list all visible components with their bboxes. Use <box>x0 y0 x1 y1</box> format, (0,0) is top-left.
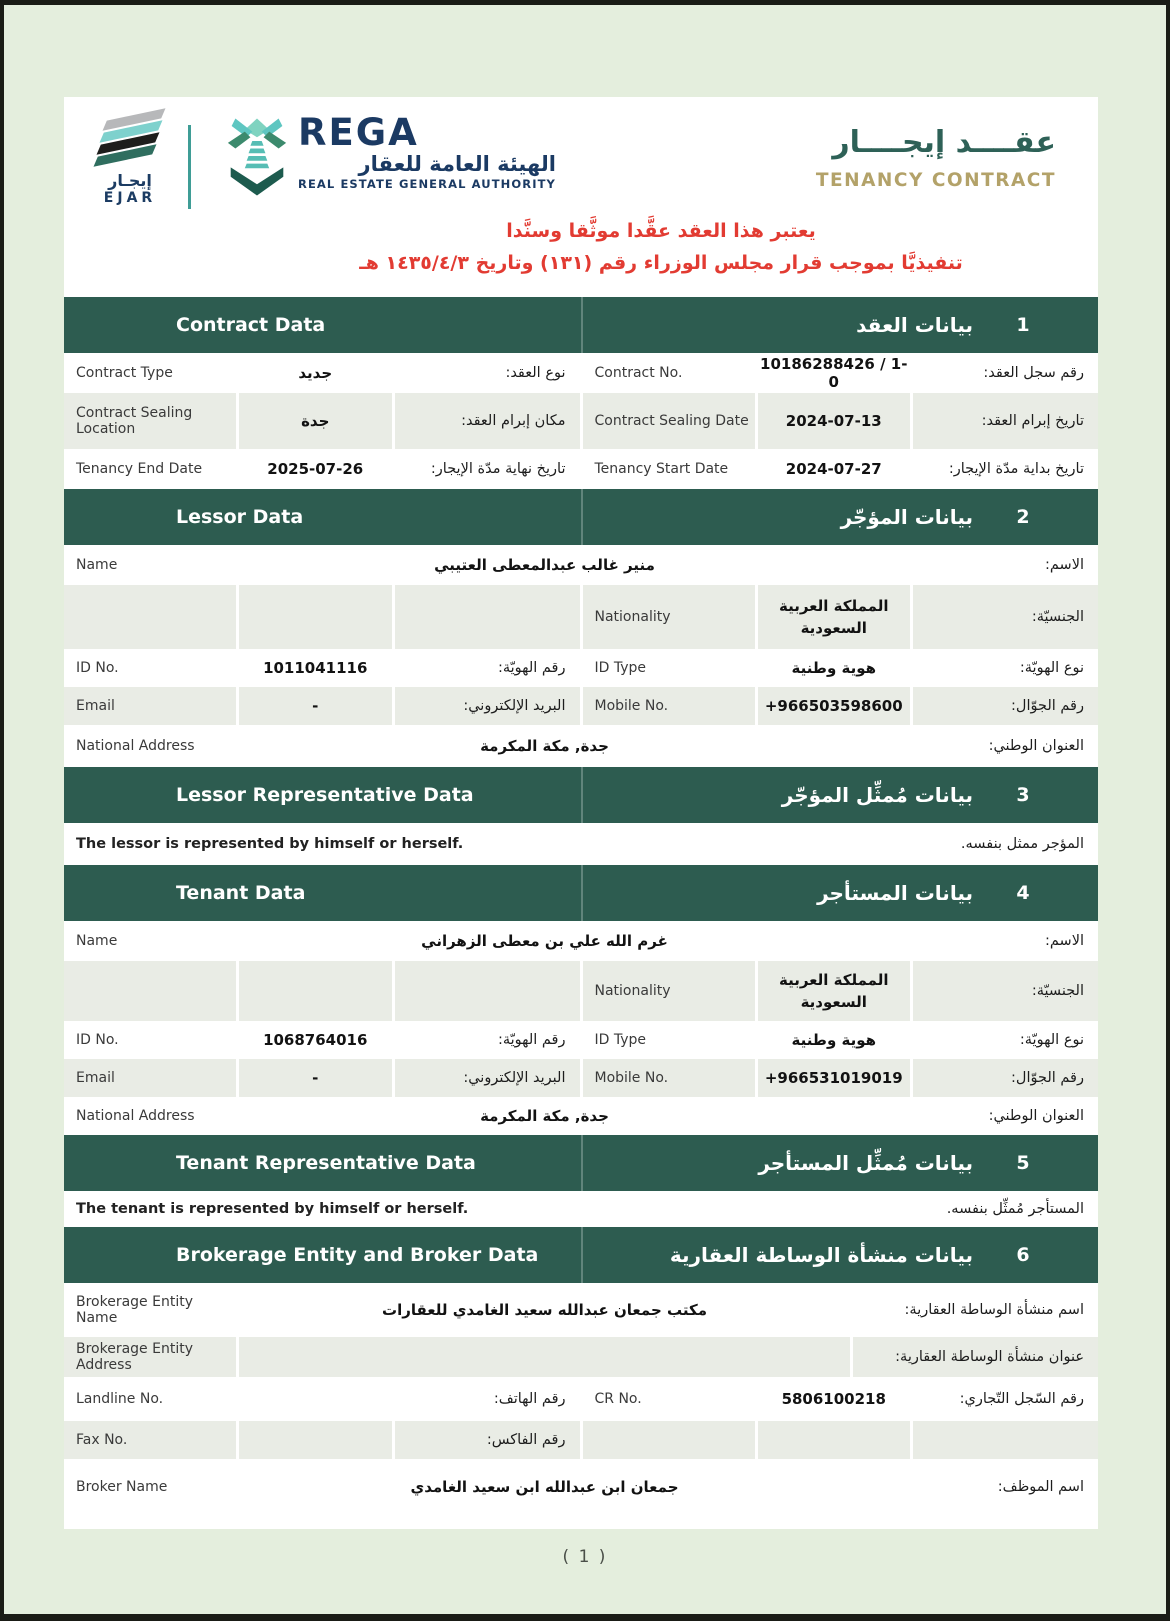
rega-arabic-name: الهيئة العامة للعقار <box>358 152 556 176</box>
cr-no-value: 5806100218 <box>758 1377 911 1421</box>
landline-label-ar: رقم الهاتف: <box>395 1377 580 1421</box>
section-title-en: Lessor Representative Data <box>176 784 474 806</box>
sealing-location-label-ar: مكان إبرام العقد: <box>395 393 580 449</box>
section-title-ar: بيانات المؤجّر <box>840 505 973 529</box>
end-date-value: 2025-07-26 <box>239 449 392 489</box>
section-title-en: Tenant Data <box>176 882 306 904</box>
half-sealing-location <box>64 393 580 449</box>
half-fax <box>64 1421 580 1459</box>
lessor-nationality-label-en: Nationality <box>583 585 755 649</box>
ejar-logo <box>88 115 172 206</box>
row-tenancy-dates <box>64 449 1098 489</box>
header-divider <box>581 865 583 921</box>
half-lessor-mobile <box>583 687 1099 725</box>
tenant-id-no-label-en: ID No. <box>64 1021 236 1059</box>
contract-document <box>64 97 1098 1529</box>
brokerage-entity-address-value <box>239 1337 850 1377</box>
section-header-lessor-rep <box>64 767 1098 823</box>
half-empty <box>64 585 580 649</box>
sealing-location-label-en: Contract Sealing Location <box>64 393 236 449</box>
half-landline <box>64 1377 580 1421</box>
tenant-name-label-en: Name <box>64 921 236 961</box>
tenant-name-label-ar: الاسم: <box>853 921 1098 961</box>
header-divider <box>581 1227 583 1283</box>
tenant-mobile-label-ar: رقم الجوّال: <box>913 1059 1098 1097</box>
row-lessor-contact <box>64 687 1098 725</box>
lessor-mobile-label-en: Mobile No. <box>583 687 755 725</box>
start-date-label-ar: تاريخ بداية مدّة الإيجار: <box>913 449 1098 489</box>
header-divider <box>581 1135 583 1191</box>
ejar-logo-arabic: إيجـار <box>108 171 152 190</box>
ejar-logo-latin: EJAR <box>103 190 157 206</box>
row-contract-no-type <box>64 353 1098 393</box>
lessor-id-type-value: هوية وطنية <box>758 649 911 687</box>
cr-no-label-en: CR No. <box>583 1377 755 1421</box>
tenant-nationality-label-en: Nationality <box>583 961 755 1021</box>
half-tenant-id-no <box>64 1021 580 1059</box>
lessor-email-label-ar: البريد الإلكتروني: <box>395 687 580 725</box>
half-tenant-email <box>64 1059 580 1097</box>
row-broker-name <box>64 1459 1098 1515</box>
row-lessor-nationality <box>64 585 1098 649</box>
contract-type-label-ar: نوع العقد: <box>395 353 580 393</box>
row-tenant-contact <box>64 1059 1098 1097</box>
tenant-email-value: - <box>239 1059 392 1097</box>
half-start-date <box>583 449 1099 489</box>
tenant-rep-note-en: The tenant is represented by himself or herself. <box>64 1191 468 1227</box>
fax-label-en: Fax No. <box>64 1421 236 1459</box>
lessor-name-label-ar: الاسم: <box>853 545 1098 585</box>
document-title-english: TENANCY CONTRACT <box>815 170 1056 191</box>
landline-label-en: Landline No. <box>64 1377 236 1421</box>
contract-no-label-en: Contract No. <box>583 353 755 393</box>
section-title-en: Tenant Representative Data <box>176 1152 476 1174</box>
tenant-address-label-en: National Address <box>64 1097 236 1135</box>
tenant-email-label-ar: البريد الإلكتروني: <box>395 1059 580 1097</box>
half-contract-type <box>64 353 580 393</box>
section-number: 3 <box>1016 784 1030 806</box>
lessor-nationality-label-ar: الجنسيّة: <box>913 585 1098 649</box>
row-tenant-address <box>64 1097 1098 1135</box>
half-cr-no <box>583 1377 1099 1421</box>
tenant-id-type-value: هوية وطنية <box>758 1021 911 1059</box>
brokerage-entity-address-label-ar: عنوان منشأة الوساطة العقارية: <box>853 1337 1098 1377</box>
half-contract-no <box>583 353 1099 393</box>
rega-wordmark: REGA <box>298 111 419 154</box>
tenant-nationality-label-ar: الجنسيّة: <box>913 961 1098 1021</box>
section-title-ar: بيانات مُمثِّل المستأجر <box>758 1151 973 1175</box>
lessor-id-no-label-ar: رقم الهويّة: <box>395 649 580 687</box>
header-divider <box>581 489 583 545</box>
section-number: 1 <box>1016 314 1030 336</box>
lessor-email-label-en: Email <box>64 687 236 725</box>
legal-notice-line1: يعتبر هذا العقد عقَّدا موثَّقا وسنَّدا <box>506 220 816 242</box>
lessor-id-no-value: 1011041116 <box>239 649 392 687</box>
end-date-label-ar: تاريخ نهاية مدّة الإيجار: <box>395 449 580 489</box>
start-date-label-en: Tenancy Start Date <box>583 449 755 489</box>
section-title-ar: بيانات مُمثِّل المؤجّر <box>781 783 973 807</box>
lessor-nationality-value: المملكة العربية السعودية <box>758 585 911 649</box>
row-lessor-name <box>64 545 1098 585</box>
broker-name-label-ar: اسم الموظف: <box>853 1459 1098 1515</box>
section-title-en: Lessor Data <box>176 506 304 528</box>
ejar-stripes-icon <box>95 115 165 165</box>
document-header <box>64 97 1098 215</box>
section-number: 6 <box>1016 1244 1030 1266</box>
page-number: ( 1 ) <box>562 1547 608 1567</box>
half-lessor-nationality <box>583 585 1099 649</box>
row-tenant-name <box>64 921 1098 961</box>
row-tenant-id <box>64 1021 1098 1059</box>
section-header-tenant-rep <box>64 1135 1098 1191</box>
tenant-id-no-label-ar: رقم الهويّة: <box>395 1021 580 1059</box>
tenant-address-value: جدة, مكة المكرمة <box>239 1097 850 1135</box>
half-empty <box>583 1421 1099 1459</box>
palm-tree-icon <box>226 115 288 199</box>
legal-notice <box>64 215 1098 279</box>
section-title-ar: بيانات منشأة الوساطة العقارية <box>669 1243 973 1267</box>
page-background <box>4 5 1166 1614</box>
row-tenant-rep-note <box>64 1191 1098 1227</box>
tenant-mobile-value: +966531019019 <box>758 1059 911 1097</box>
rega-logo-text <box>298 111 556 191</box>
header-divider <box>581 297 583 353</box>
section-number: 5 <box>1016 1152 1030 1174</box>
section-title-ar: بيانات العقد <box>856 313 973 337</box>
half-lessor-id-no <box>64 649 580 687</box>
row-sealing <box>64 393 1098 449</box>
section-header-brokerage <box>64 1227 1098 1283</box>
header-divider <box>581 767 583 823</box>
sealing-location-value: جدة <box>239 393 392 449</box>
half-tenant-id-type <box>583 1021 1099 1059</box>
lessor-address-label-en: National Address <box>64 725 236 767</box>
lessor-email-value: - <box>239 687 392 725</box>
lessor-mobile-label-ar: رقم الجوّال: <box>913 687 1098 725</box>
fax-label-ar: رقم الفاكس: <box>395 1421 580 1459</box>
half-lessor-email <box>64 687 580 725</box>
brokerage-entity-name-value: مكتب جمعان عبدالله سعيد الغامدي للعقارات <box>239 1283 850 1337</box>
section-title-en: Brokerage Entity and Broker Data <box>176 1244 539 1266</box>
end-date-label-en: Tenancy End Date <box>64 449 236 489</box>
brokerage-entity-address-label-en: Brokerage Entity Address <box>64 1337 236 1377</box>
row-brokerage-entity-name <box>64 1283 1098 1337</box>
half-tenant-nationality <box>583 961 1099 1021</box>
row-tenant-nationality <box>64 961 1098 1021</box>
row-lessor-rep-note <box>64 823 1098 865</box>
contract-no-label-ar: رقم سجل العقد: <box>913 353 1098 393</box>
tenant-id-type-label-ar: نوع الهويّة: <box>913 1021 1098 1059</box>
section-header-tenant-data <box>64 865 1098 921</box>
row-brokerage-entity-address <box>64 1337 1098 1377</box>
start-date-value: 2024-07-27 <box>758 449 911 489</box>
brokerage-entity-name-label-en: Brokerage Entity Name <box>64 1283 236 1337</box>
brokerage-entity-name-label-ar: اسم منشأة الوساطة العقارية: <box>853 1283 1098 1337</box>
contract-no-value: 10186288426 / 1-0 <box>758 353 911 393</box>
document-title-arabic: عقــــد إيجــــار <box>832 125 1056 160</box>
tenant-id-type-label-en: ID Type <box>583 1021 755 1059</box>
cr-no-label-ar: رقم السّجل التّجاري: <box>913 1377 1098 1421</box>
lessor-id-type-label-en: ID Type <box>583 649 755 687</box>
lessor-rep-note-ar: المؤجر ممثل بنفسه. <box>466 823 1098 865</box>
tenant-email-label-en: Email <box>64 1059 236 1097</box>
row-cr-landline <box>64 1377 1098 1421</box>
lessor-id-type-label-ar: نوع الهويّة: <box>913 649 1098 687</box>
section-title-ar: بيانات المستأجر <box>817 881 973 905</box>
section-title-en: Contract Data <box>176 314 326 336</box>
row-lessor-id <box>64 649 1098 687</box>
section-number: 4 <box>1016 882 1030 904</box>
sealing-date-label-en: Contract Sealing Date <box>583 393 755 449</box>
sealing-date-value: 2024-07-13 <box>758 393 911 449</box>
lessor-name-label-en: Name <box>64 545 236 585</box>
lessor-mobile-value: +966503598600 <box>758 687 911 725</box>
row-fax <box>64 1421 1098 1459</box>
tenant-name-value: غرم الله علي بن معطى الزهراني <box>239 921 850 961</box>
half-end-date <box>64 449 580 489</box>
broker-name-value: جمعان ابن عبدالله ابن سعيد الغامدي <box>239 1459 850 1515</box>
rega-english-name: REAL ESTATE GENERAL AUTHORITY <box>298 177 556 191</box>
sealing-date-label-ar: تاريخ إبرام العقد: <box>913 393 1098 449</box>
half-empty <box>64 961 580 1021</box>
half-lessor-id-type <box>583 649 1099 687</box>
section-header-contract-data <box>64 297 1098 353</box>
lessor-address-value: جدة, مكة المكرمة <box>239 725 850 767</box>
lessor-id-no-label-en: ID No. <box>64 649 236 687</box>
tenant-rep-note-ar: المستأجر مُمثِّل بنفسه. <box>471 1191 1098 1227</box>
contract-type-label-en: Contract Type <box>64 353 236 393</box>
document-title-block <box>816 125 1056 191</box>
row-lessor-address <box>64 725 1098 767</box>
lessor-rep-note-en: The lessor is represented by himself or herself. <box>64 823 463 865</box>
logo-divider <box>188 125 191 209</box>
legal-notice-line2: تنفيذيَّا بموجب قرار مجلس الوزراء رقم (١٣١) وتاريخ ١٤٣٥/٤/٣ هـ <box>359 252 963 274</box>
tenant-id-no-value: 1068764016 <box>239 1021 392 1059</box>
fax-value <box>239 1421 392 1459</box>
tenant-address-label-ar: العنوان الوطني: <box>853 1097 1098 1135</box>
half-tenant-mobile <box>583 1059 1099 1097</box>
lessor-address-label-ar: العنوان الوطني: <box>853 725 1098 767</box>
section-number: 2 <box>1016 506 1030 528</box>
tenant-mobile-label-en: Mobile No. <box>583 1059 755 1097</box>
half-sealing-date <box>583 393 1099 449</box>
contract-type-value: جديد <box>239 353 392 393</box>
landline-value <box>239 1377 392 1421</box>
broker-name-label-en: Broker Name <box>64 1459 236 1515</box>
section-header-lessor-data <box>64 489 1098 545</box>
rega-logo <box>226 111 556 199</box>
tenant-nationality-value: المملكة العربية السعودية <box>758 961 911 1021</box>
lessor-name-value: منير غالب عبدالمعطى العتيبي <box>239 545 850 585</box>
